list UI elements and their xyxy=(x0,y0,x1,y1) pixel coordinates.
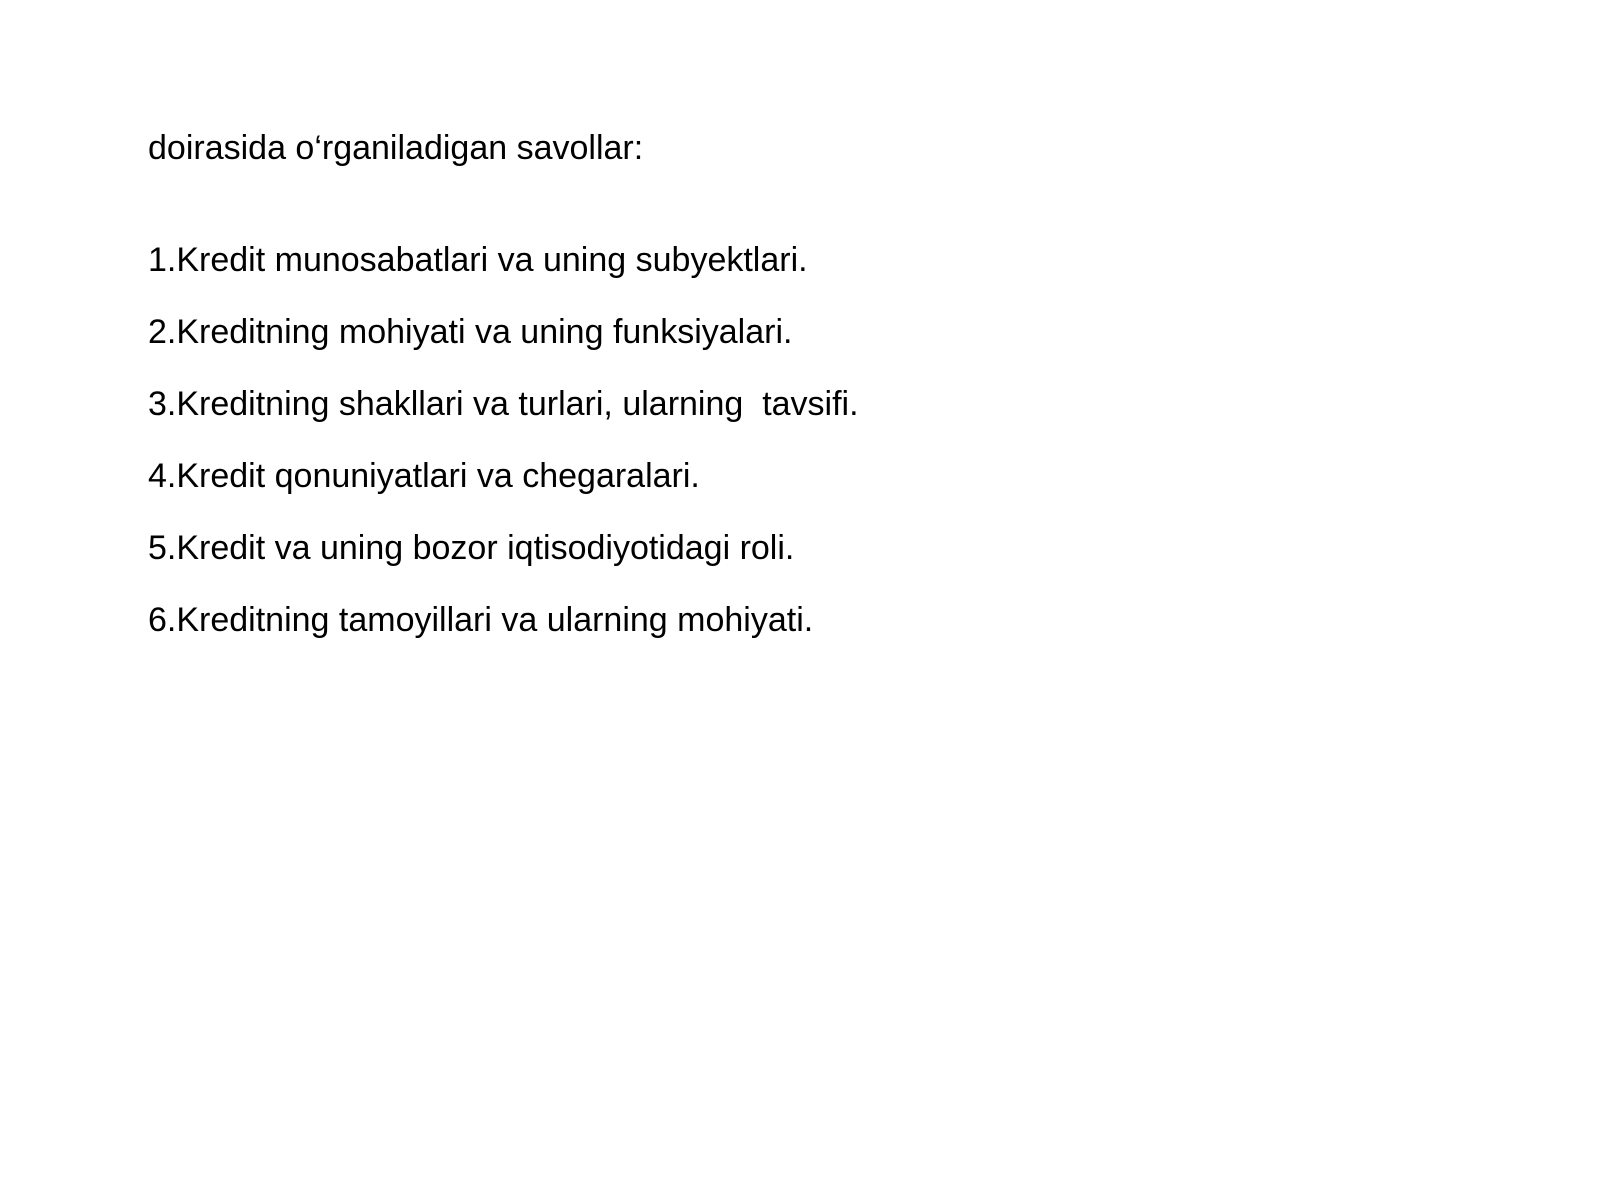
question-item-6: 6.Kreditning tamoyillari va ularning mohiyati. xyxy=(148,601,814,639)
slide-heading: doirasida o‘rganiladigan savollar: xyxy=(148,129,644,167)
question-list xyxy=(148,238,859,670)
question-item-4: 4.Kredit qonuniyatlari va chegaralari. xyxy=(148,457,700,495)
question-item-3: 3.Kreditning shakllari va turlari, ularning tavsifi. xyxy=(148,385,859,423)
question-item-5: 5.Kredit va uning bozor iqtisodiyotidagi roli. xyxy=(148,529,795,567)
question-item-1: 1.Kredit munosabatlari va uning subyektlari. xyxy=(148,241,808,279)
question-item-2: 2.Kreditning mohiyati va uning funksiyalari. xyxy=(148,313,793,351)
